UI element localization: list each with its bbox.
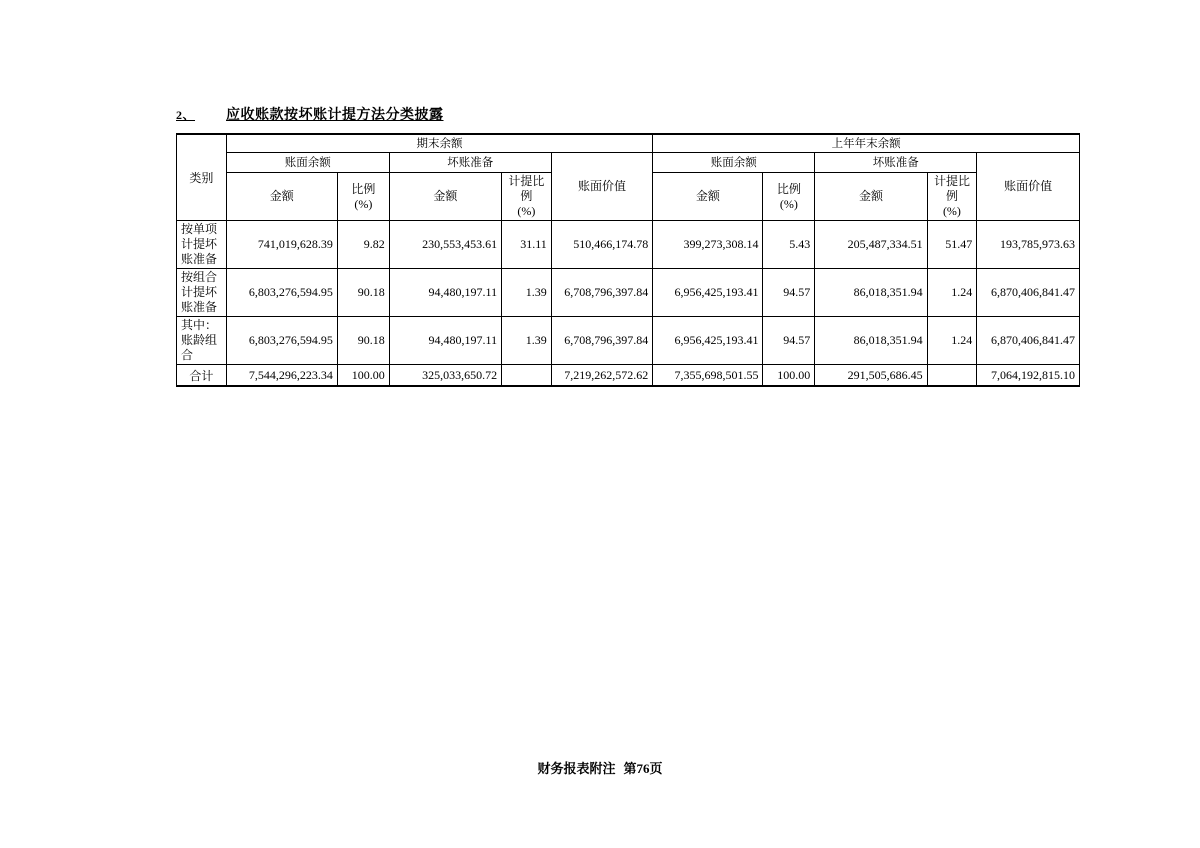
table-row [177,269,1080,317]
header-provision-ratio-previous-line3: (%) [942,204,961,218]
cell-amount-current: 6,803,276,594.95 [226,269,337,317]
header-provision-amount-previous: 金额 [815,173,927,221]
section-number: 2、 [176,108,196,122]
header-provision-ratio-current-line2: 例 [520,189,533,203]
cell-provision-ratio-current: 31.11 [502,221,552,269]
header-period-previous: 上年年末余额 [653,134,1080,153]
row-label-line: 计提坏 [181,285,218,299]
cell-ratio-current: 90.18 [337,317,389,365]
header-period-current: 期末余额 [226,134,653,153]
total-amount-previous: 7,355,698,501.55 [653,365,763,387]
header-provision-ratio-previous-line1: 计提比 [933,174,970,188]
footer-text: 财务报表附注 [537,761,616,776]
cell-provision-ratio-previous: 1.24 [927,317,977,365]
row-label-line: 账准备 [181,252,218,266]
cell-provision-ratio-previous: 1.24 [927,269,977,317]
cell-ratio-previous: 94.57 [763,269,815,317]
total-amount-current: 7,544,296,223.34 [226,365,337,387]
row-label-line: 合 [181,348,194,362]
row-label-line: 账龄组 [181,333,218,347]
row-label-line: 账准备 [181,300,218,314]
table-row [177,317,1080,365]
header-provision-ratio-current-line3: (%) [517,204,536,218]
header-bad-debt-current: 坏账准备 [389,153,551,173]
row-label-line: 其中： [181,318,218,332]
cell-book-value-current: 510,466,174.78 [551,221,653,269]
header-ratio-previous [763,173,815,221]
section-title: 应收账款按坏账计提方法分类披露 [226,108,444,123]
cell-ratio-previous: 5.43 [763,221,815,269]
table-total-row [177,365,1080,387]
header-ratio-current-line1: 比例 [351,181,376,196]
row-label-line: 按组合 [181,270,218,284]
cell-book-value-current: 6,708,796,397.84 [551,317,653,365]
header-provision-amount-current: 金额 [389,173,501,221]
cell-provision-current: 230,553,453.61 [389,221,501,269]
cell-amount-current: 741,019,628.39 [226,221,337,269]
cell-amount-current: 6,803,276,594.95 [226,317,337,365]
cell-provision-current: 94,480,197.11 [389,317,501,365]
total-provision-ratio-current [502,365,552,387]
section-heading [176,104,444,124]
cell-book-value-previous: 6,870,406,841.47 [977,269,1080,317]
header-provision-ratio-current [502,173,552,221]
row-label-line: 按单项 [181,222,218,236]
header-provision-ratio-current-line1: 计提比 [508,174,545,188]
cell-amount-previous: 399,273,308.14 [653,221,763,269]
cell-ratio-current: 90.18 [337,269,389,317]
header-ratio-current [337,173,389,221]
header-book-balance-previous: 账面余额 [653,153,815,173]
cell-provision-ratio-current: 1.39 [502,317,552,365]
header-category: 类别 [177,134,227,221]
header-ratio-previous-line1: 比例 [776,181,801,196]
total-provision-previous: 291,505,686.45 [815,365,927,387]
table-row [177,221,1080,269]
cell-book-value-previous: 6,870,406,841.47 [977,317,1080,365]
row-label [177,221,227,269]
receivables-provision-table [176,133,1080,387]
footer-page-number: 第76页 [623,761,663,776]
total-provision-current: 325,033,650.72 [389,365,501,387]
cell-provision-ratio-previous: 51.47 [927,221,977,269]
row-label [177,269,227,317]
total-ratio-current: 100.00 [337,365,389,387]
header-bad-debt-previous: 坏账准备 [815,153,977,173]
page-footer [0,758,1200,777]
header-book-balance-current: 账面余额 [226,153,389,173]
cell-book-value-previous: 193,785,973.63 [977,221,1080,269]
total-provision-ratio-previous [927,365,977,387]
row-label-line: 计提坏 [181,237,218,251]
cell-provision-previous: 86,018,351.94 [815,317,927,365]
header-ratio-previous-line2: (%) [779,196,798,211]
total-ratio-previous: 100.00 [763,365,815,387]
header-amount-current: 金额 [226,173,337,221]
total-book-value-current: 7,219,262,572.62 [551,365,653,387]
header-provision-ratio-previous-line2: 例 [945,189,958,203]
cell-book-value-current: 6,708,796,397.84 [551,269,653,317]
total-book-value-previous: 7,064,192,815.10 [977,365,1080,387]
cell-amount-previous: 6,956,425,193.41 [653,317,763,365]
header-book-value-current: 账面价值 [551,153,653,221]
row-label-total: 合计 [177,365,227,387]
header-book-value-previous: 账面价值 [977,153,1080,221]
cell-provision-previous: 86,018,351.94 [815,269,927,317]
cell-provision-ratio-current: 1.39 [502,269,552,317]
row-label [177,317,227,365]
cell-amount-previous: 6,956,425,193.41 [653,269,763,317]
cell-provision-previous: 205,487,334.51 [815,221,927,269]
header-amount-previous: 金额 [653,173,763,221]
cell-provision-current: 94,480,197.11 [389,269,501,317]
header-ratio-current-line2: (%) [354,196,373,211]
cell-ratio-current: 9.82 [337,221,389,269]
header-provision-ratio-previous [927,173,977,221]
cell-ratio-previous: 94.57 [763,317,815,365]
